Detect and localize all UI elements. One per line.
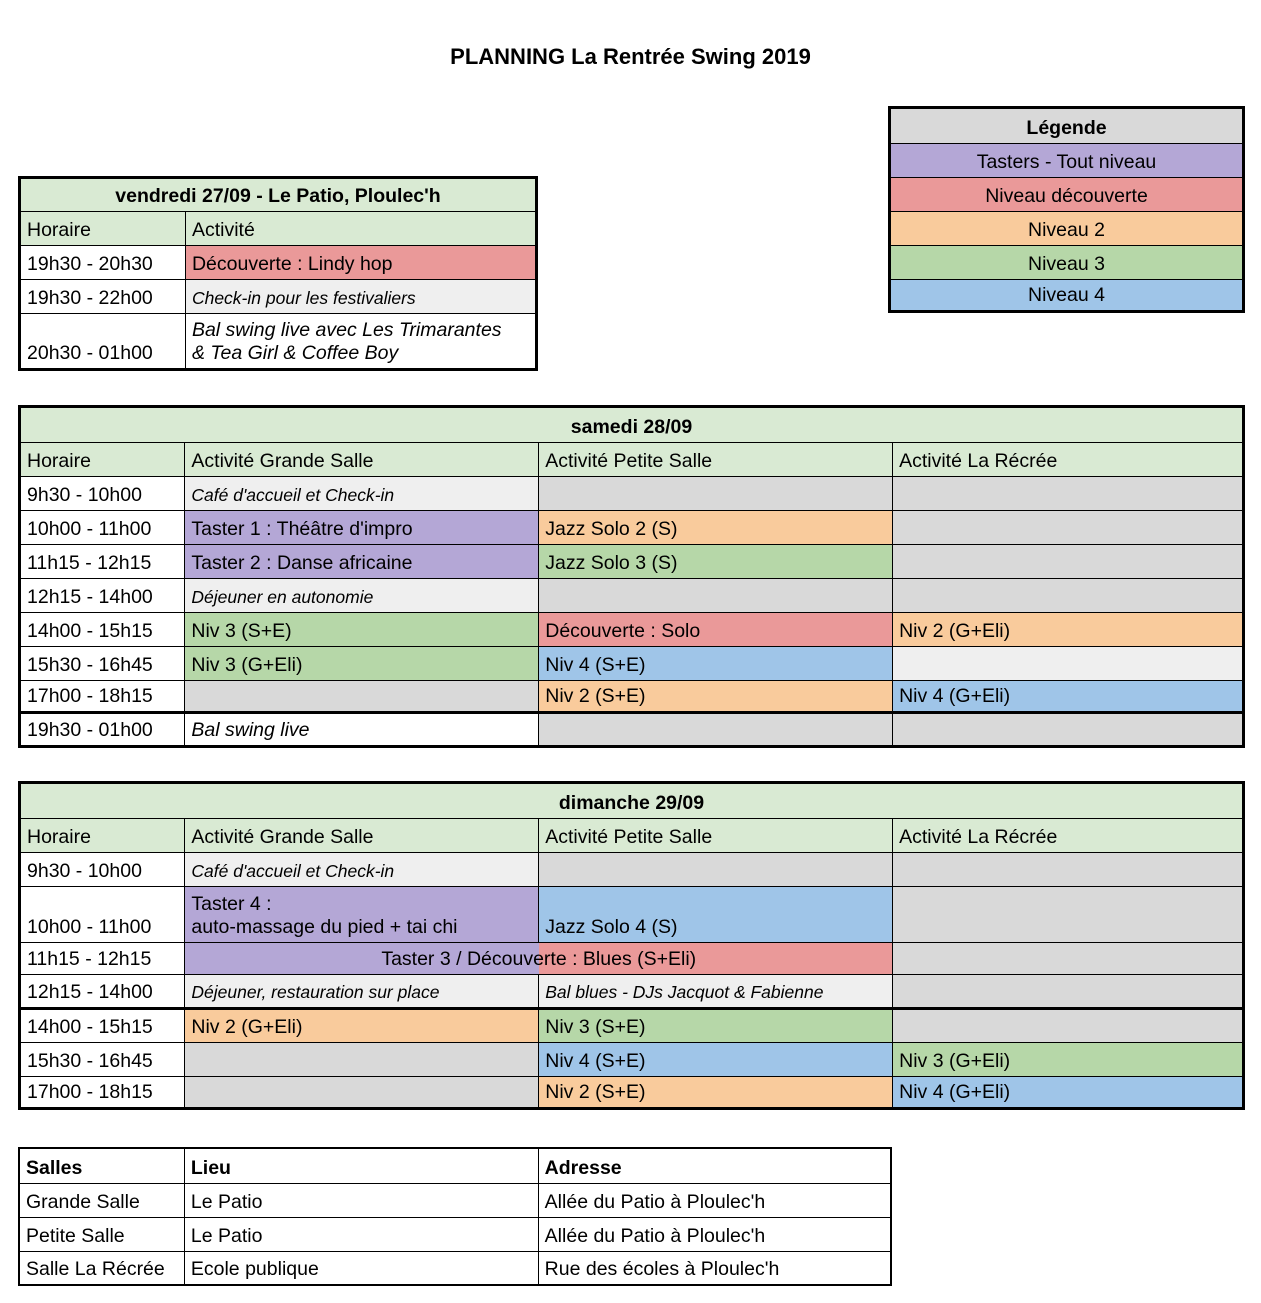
column-header-grande-salle: Activité Grande Salle	[185, 819, 539, 853]
adresse-cell: Rue des écoles à Ploulec'h	[538, 1251, 891, 1285]
petite-salle-cell: Niv 2 (S+E)	[539, 1077, 893, 1109]
la-recree-cell: Niv 3 (G+Eli)	[893, 1043, 1244, 1077]
column-header-la-recree: Activité La Récrée	[893, 443, 1244, 477]
activity-cell: Check-in pour les festivaliers	[185, 280, 536, 314]
grande-salle-cell: Niv 3 (G+Eli)	[185, 647, 539, 681]
legend-item-niveau-3: Niveau 3	[890, 246, 1244, 280]
petite-salle-cell: Jazz Solo 4 (S)	[539, 887, 893, 943]
la-recree-cell: Niv 2 (G+Eli)	[893, 613, 1244, 647]
activity-line: auto-massage du pied + tai chi	[191, 916, 458, 938]
merged-activity-cell	[185, 943, 893, 975]
grande-salle-cell: Niv 2 (G+Eli)	[185, 1009, 539, 1043]
merged-activity-label: Taster 3 / Découverte : Blues (S+Eli)	[381, 948, 697, 970]
grande-salle-cell: Niv 3 (S+E)	[185, 613, 539, 647]
time-cell: 11h15 - 12h15	[20, 943, 185, 975]
lieu-cell: Le Patio	[184, 1183, 538, 1217]
grande-salle-cell	[185, 1077, 539, 1109]
time-cell: 20h30 - 01h00	[20, 314, 186, 370]
la-recree-cell	[893, 853, 1244, 887]
adresse-cell: Allée du Patio à Ploulec'h	[538, 1183, 891, 1217]
petite-salle-cell: Découverte : Solo	[539, 613, 893, 647]
la-recree-cell	[893, 887, 1244, 943]
page-title: PLANNING La Rentrée Swing 2019	[450, 44, 811, 69]
grande-salle-cell: Café d'accueil et Check-in	[185, 477, 539, 511]
salle-cell: Salle La Récrée	[19, 1251, 184, 1285]
activity-cell: Découverte : Lindy hop	[185, 246, 536, 280]
petite-salle-cell	[539, 853, 893, 887]
column-header-lieu: Lieu	[184, 1148, 538, 1183]
la-recree-cell	[893, 647, 1244, 681]
petite-salle-cell: Jazz Solo 3 (S)	[539, 545, 893, 579]
column-header-adresse: Adresse	[538, 1148, 891, 1183]
grande-salle-cell: Café d'accueil et Check-in	[185, 853, 539, 887]
petite-salle-cell: Niv 4 (S+E)	[539, 1043, 893, 1077]
petite-salle-cell: Niv 2 (S+E)	[539, 681, 893, 713]
la-recree-cell: Niv 4 (G+Eli)	[893, 1077, 1244, 1109]
petite-salle-cell: Niv 3 (S+E)	[539, 1009, 893, 1043]
time-cell: 14h00 - 15h15	[20, 1009, 185, 1043]
petite-salle-cell	[539, 477, 893, 511]
column-header-la-recree: Activité La Récrée	[893, 819, 1244, 853]
salles-table	[18, 1147, 892, 1286]
legend-item-niveau-4: Niveau 4	[890, 280, 1244, 312]
grande-salle-cell: Taster 2 : Danse africaine	[185, 545, 539, 579]
lieu-cell: Ecole publique	[184, 1251, 538, 1285]
time-cell: 17h00 - 18h15	[20, 681, 185, 713]
samedi-header: samedi 28/09	[20, 407, 1244, 443]
time-cell: 12h15 - 14h00	[20, 975, 185, 1009]
time-cell: 19h30 - 01h00	[20, 713, 185, 747]
time-cell: 14h00 - 15h15	[20, 613, 185, 647]
column-header-activite: Activité	[185, 212, 536, 246]
salle-cell: Petite Salle	[19, 1217, 184, 1251]
salle-cell: Grande Salle	[19, 1183, 184, 1217]
petite-salle-cell: Jazz Solo 2 (S)	[539, 511, 893, 545]
activity-line: Bal swing live avec Les Trimarantes	[191, 319, 502, 341]
time-cell: 12h15 - 14h00	[20, 579, 185, 613]
activity-cell	[185, 314, 536, 370]
petite-salle-cell	[539, 579, 893, 613]
la-recree-cell	[893, 579, 1244, 613]
column-header-horaire: Horaire	[20, 819, 185, 853]
grande-salle-cell	[185, 681, 539, 713]
time-cell: 15h30 - 16h45	[20, 1043, 185, 1077]
la-recree-cell	[893, 545, 1244, 579]
adresse-cell: Allée du Patio à Ploulec'h	[538, 1217, 891, 1251]
la-recree-cell	[893, 713, 1244, 747]
time-cell: 15h30 - 16h45	[20, 647, 185, 681]
legend-item-decouverte: Niveau découverte	[890, 178, 1244, 212]
grande-salle-cell: Bal swing live	[185, 713, 539, 747]
grande-salle-cell: Déjeuner, restauration sur place	[185, 975, 539, 1009]
time-cell: 11h15 - 12h15	[20, 545, 185, 579]
column-header-horaire: Horaire	[20, 212, 186, 246]
grande-salle-cell	[185, 1043, 539, 1077]
la-recree-cell	[893, 477, 1244, 511]
vendredi-table	[18, 176, 538, 371]
legend-header: Légende	[890, 108, 1244, 144]
time-cell: 17h00 - 18h15	[20, 1077, 185, 1109]
lieu-cell: Le Patio	[184, 1217, 538, 1251]
time-cell: 9h30 - 10h00	[20, 853, 185, 887]
dimanche-table	[18, 781, 1245, 1110]
legend-item-niveau-2: Niveau 2	[890, 212, 1244, 246]
column-header-petite-salle: Activité Petite Salle	[539, 819, 893, 853]
grande-salle-cell: Taster 1 : Théâtre d'impro	[185, 511, 539, 545]
time-cell: 9h30 - 10h00	[20, 477, 185, 511]
la-recree-cell	[893, 511, 1244, 545]
legend-table	[888, 106, 1245, 313]
legend-item-tasters: Tasters - Tout niveau	[890, 144, 1244, 178]
la-recree-cell	[893, 1009, 1244, 1043]
grande-salle-cell: Déjeuner en autonomie	[185, 579, 539, 613]
vendredi-header: vendredi 27/09 - Le Patio, Ploulec'h	[20, 178, 537, 212]
time-cell: 19h30 - 22h00	[20, 280, 186, 314]
column-header-horaire: Horaire	[20, 443, 185, 477]
column-header-petite-salle: Activité Petite Salle	[539, 443, 893, 477]
column-header-salles: Salles	[19, 1148, 184, 1183]
samedi-table	[18, 405, 1245, 748]
la-recree-cell	[893, 975, 1244, 1009]
activity-line: & Tea Girl & Coffee Boy	[191, 342, 399, 364]
time-cell: 10h00 - 11h00	[20, 887, 185, 943]
la-recree-cell	[893, 943, 1244, 975]
dimanche-header: dimanche 29/09	[20, 783, 1244, 819]
grande-salle-cell	[185, 887, 539, 943]
petite-salle-cell: Bal blues - DJs Jacquot & Fabienne	[539, 975, 893, 1009]
time-cell: 19h30 - 20h30	[20, 246, 186, 280]
activity-line: Taster 4 :	[191, 893, 272, 915]
petite-salle-cell	[539, 713, 893, 747]
column-header-grande-salle: Activité Grande Salle	[185, 443, 539, 477]
time-cell: 10h00 - 11h00	[20, 511, 185, 545]
la-recree-cell: Niv 4 (G+Eli)	[893, 681, 1244, 713]
petite-salle-cell: Niv 4 (S+E)	[539, 647, 893, 681]
